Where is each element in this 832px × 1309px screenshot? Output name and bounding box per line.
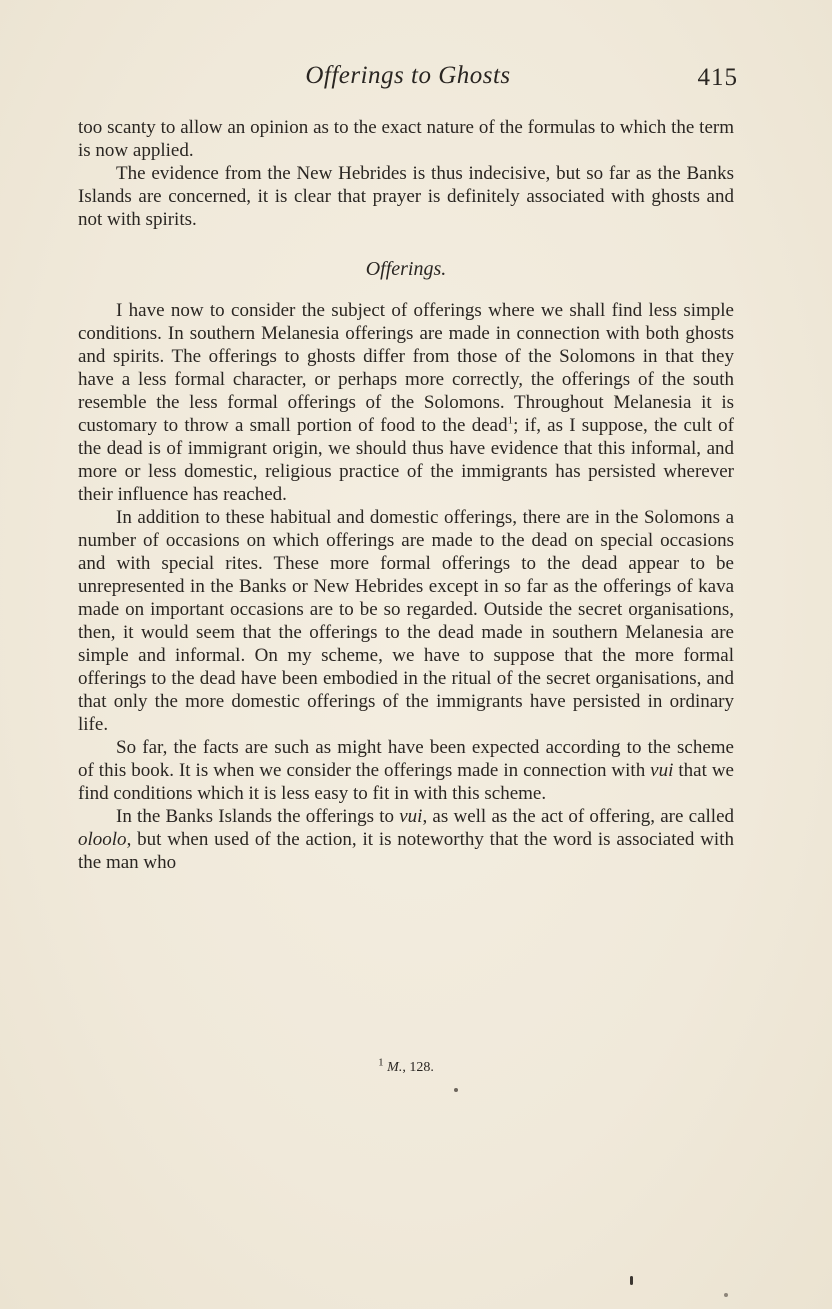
- term-vui: vui: [399, 806, 423, 827]
- footnote-reference: 1: [507, 414, 514, 427]
- paragraph-3-text-b: ; if, as I suppose, the cult of the dead is of immigrant origin, we should thus have evidence that this informal, and more or less domestic, religious practice of the immigrants has persisted wherever their influence has reached.: [78, 415, 734, 505]
- paragraph-6-text-a: In the Banks Islands the offerings to: [116, 806, 400, 827]
- paragraph-1: too scanty to allow an opinion as to the exact nature of the formulas to which the term is now applied.: [78, 117, 734, 161]
- paragraph-5-text-b: that we find conditions which it is less easy to fit in with this scheme.: [78, 760, 734, 804]
- paragraph-5: [78, 736, 734, 805]
- term-oloolo: oloolo: [78, 829, 127, 850]
- running-head: [78, 62, 738, 96]
- footnote-source: M.: [387, 1060, 403, 1075]
- paragraph-6-text-b: , as well as the act of offering, are called: [422, 806, 734, 827]
- page-number: 415: [697, 64, 738, 91]
- paragraph-3-text-a: I have now to consider the subject of offerings where we shall find less simple conditions. In southern Melanesia offerings are made in connection with both ghosts and spirits. The offerings to ghosts differ from those of the Solomons in that they have a less formal character, or perhaps more correctly, the offerings of the south resemble the less formal offerings of the Solomons. Throughout Melanesia it is customary to throw a small portion of food to the dead: [78, 300, 734, 436]
- footnote-page: , 128.: [402, 1060, 434, 1075]
- paragraph-4: In addition to these habitual and domestic offerings, there are in the Solomons a number of occasions on which offerings are made to the dead on special occasions and with special rites. These more formal offerings to the dead appear to be unrepresented in the Banks or New Hebrides except in so far as the offerings of kava made on important occasions are to be so regarded. Outside the secret organisations, then, it would seem that the offerings to the dead made in southern Melanesia are simple and informal. On my scheme, we have to suppose that the more formal offerings to the dead have been embodied in the ritual of the secret organisations, and that only the more domestic offerings of the immigrants have persisted in ordinary life.: [78, 507, 734, 735]
- footnote: [78, 1056, 734, 1076]
- section-heading: Offerings.: [365, 258, 447, 280]
- paragraph-6: [78, 805, 734, 874]
- paragraph-5-text-a: So far, the facts are such as might have been expected according to the scheme of this book. It is when we consider the offerings made in connection with: [78, 737, 734, 781]
- paper-speck: [724, 1293, 728, 1297]
- paper-speck: [454, 1088, 458, 1092]
- footnote-marker: 1: [378, 1056, 384, 1069]
- paragraph-3: [78, 299, 734, 506]
- paragraph-2: The evidence from the New Hebrides is thus indecisive, but so far as the Banks Islands are concerned, it is clear that prayer is definitely associated with ghosts and not with spirits.: [78, 163, 734, 230]
- paragraph-6-text-c: , but when used of the action, it is noteworthy that the word is associated with the man who: [78, 829, 734, 873]
- running-title: Offerings to Ghosts: [305, 62, 511, 89]
- body-text: [78, 116, 734, 874]
- paper-speck: [630, 1276, 633, 1285]
- term-vui: vui: [650, 760, 674, 781]
